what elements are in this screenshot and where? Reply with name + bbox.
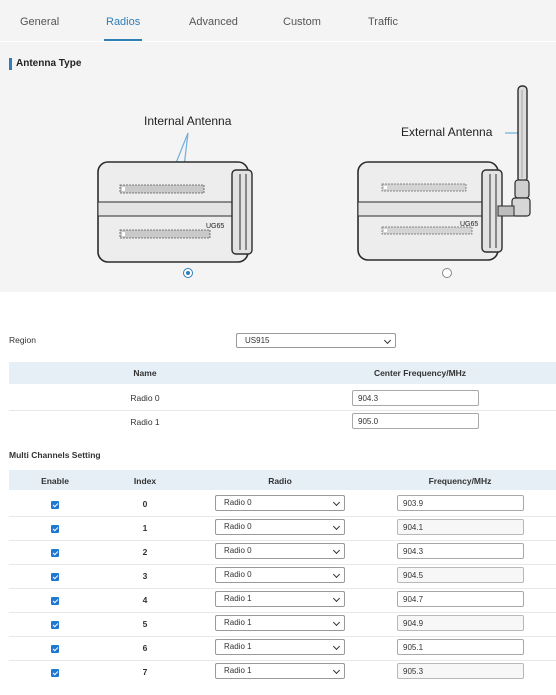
chevron-down-icon [333,571,340,578]
chevron-down-icon [333,499,340,506]
tab-bar [0,0,556,42]
internal-antenna-radio[interactable] [183,268,193,278]
chevron-down-icon [384,337,391,344]
channel-radio-select-value: Radio 1 [224,594,252,603]
channel-frequency-input[interactable]: 904.3 [397,543,524,559]
channel-enable-checkbox[interactable] [51,573,59,581]
channel-frequency-input[interactable]: 904.5 [397,567,524,583]
internal-device-model-text: UG65 [206,223,225,230]
channel-index: 4 [142,595,148,605]
channel-frequency-input[interactable]: 905.1 [397,639,524,655]
channel-radio-select-value: Radio 1 [224,666,252,675]
chevron-down-icon [333,595,340,602]
channel-frequency-input[interactable]: 905.3 [397,663,524,679]
row-divider [9,660,556,661]
radio-settings-panel [0,292,556,695]
channel-index: 6 [142,643,148,653]
channel-index: 5 [142,619,148,629]
chevron-down-icon [333,667,340,674]
multi-channels-title: Multi Channels Setting [9,450,101,460]
row-divider [9,540,556,541]
radio-0-center-frequency-input[interactable]: 904.3 [352,390,479,406]
multi-channel-header-index: Index [133,476,157,486]
tab-traffic[interactable]: Traffic [368,16,398,28]
channel-enable-checkbox[interactable] [51,549,59,557]
region-select[interactable] [236,333,396,348]
channel-radio-select-value: Radio 0 [224,522,252,531]
row-divider [9,588,556,589]
multi-channel-header-frequency: Frequency/MHz [428,476,492,486]
multi-channel-header-enable: Enable [41,476,69,486]
row-divider [9,516,556,517]
channel-enable-checkbox[interactable] [51,669,59,677]
chevron-down-icon [333,547,340,554]
channel-index: 1 [142,523,148,533]
row-divider [9,636,556,637]
tab-advanced[interactable]: Advanced [189,16,238,28]
channel-frequency-input[interactable]: 904.1 [397,519,524,535]
channel-radio-select[interactable] [215,519,345,535]
channel-radio-select-value: Radio 0 [224,570,252,579]
radio-0-name: Radio 0 [130,393,160,403]
channel-radio-select[interactable] [215,543,345,559]
channel-frequency-input[interactable]: 904.9 [397,615,524,631]
channel-radio-select-value: Radio 1 [224,618,252,627]
channel-frequency-input[interactable]: 904.7 [397,591,524,607]
channel-radio-select[interactable] [215,495,345,511]
channel-enable-checkbox[interactable] [51,501,59,509]
multi-channel-header-radio: Radio [268,476,292,486]
channel-radio-select[interactable] [215,663,345,679]
channel-enable-checkbox[interactable] [51,645,59,653]
row-divider [9,410,556,411]
row-divider [9,564,556,565]
antenna-panel [0,0,556,292]
external-antenna-label: External Antenna [401,125,493,139]
channel-frequency-input[interactable]: 903.9 [397,495,524,511]
channel-index: 2 [142,547,148,557]
channel-enable-checkbox[interactable] [51,621,59,629]
radio-1-name: Radio 1 [130,417,160,427]
region-label: Region [9,335,36,345]
channel-radio-select-value: Radio 1 [224,642,252,651]
radio-table-header-center-frequency: Center Frequency/MHz [373,368,467,378]
channel-radio-select[interactable] [215,639,345,655]
channel-enable-checkbox[interactable] [51,525,59,533]
tab-radios[interactable]: Radios [106,16,141,28]
channel-radio-select-value: Radio 0 [224,498,252,507]
chevron-down-icon [333,619,340,626]
chevron-down-icon [333,523,340,530]
channel-index: 7 [142,667,148,677]
external-antenna-radio[interactable] [442,268,452,278]
tab-general[interactable]: General [20,16,60,28]
tab-divider [0,41,556,42]
channel-radio-select-value: Radio 0 [224,546,252,555]
chevron-down-icon [333,643,340,650]
radio-1-center-frequency-input[interactable]: 905.0 [352,413,479,429]
internal-antenna-device-illustration [96,130,266,270]
radio-table-header-name: Name [133,368,157,378]
channel-radio-select[interactable] [215,567,345,583]
channel-radio-select[interactable] [215,591,345,607]
antenna-type-title: Antenna Type [9,58,81,70]
internal-antenna-label: Internal Antenna [144,114,232,128]
row-divider [9,612,556,613]
external-antenna-device-illustration [352,82,532,267]
channel-index: 3 [142,571,148,581]
channel-index: 0 [142,499,148,509]
tab-custom[interactable]: Custom [283,16,321,28]
channel-radio-select[interactable] [215,615,345,631]
channel-enable-checkbox[interactable] [51,597,59,605]
external-device-model-text: UG65 [460,221,479,228]
region-select-value: US915 [245,336,270,345]
